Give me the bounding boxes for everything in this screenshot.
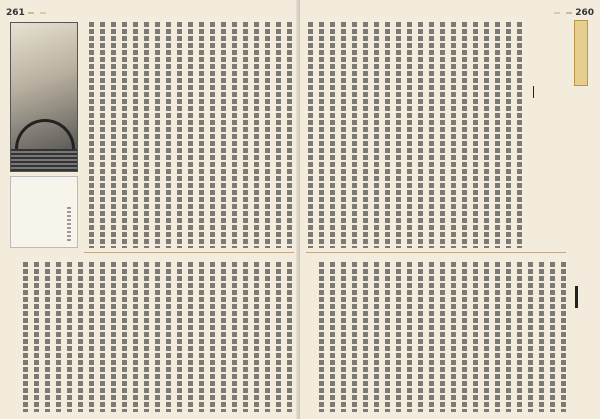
bridge-illustration (15, 119, 75, 151)
right-page-header (551, 6, 594, 19)
right-body-text-lower (306, 262, 568, 412)
right-page-number: 260 (575, 7, 594, 18)
column-badge (574, 20, 588, 86)
left-page-header (6, 6, 49, 19)
author-marker (575, 286, 578, 308)
calligraphy-image (10, 176, 78, 248)
left-section-divider (84, 252, 294, 253)
right-header-label-1 (566, 12, 572, 14)
left-page-number: 261 (6, 7, 25, 18)
subtitle-dash (533, 86, 534, 98)
left-header-label-2 (40, 12, 46, 14)
left-header-label-1 (28, 12, 34, 14)
calligraphy-small-inscription (67, 207, 71, 241)
book-cover-photo (10, 22, 78, 172)
left-body-text-lower (10, 262, 294, 412)
right-section-divider (306, 252, 566, 253)
right-body-text-upper (306, 22, 524, 248)
right-header-label-2 (554, 12, 560, 14)
water-illustration (11, 149, 77, 171)
left-body-text-upper (84, 22, 294, 248)
right-page (300, 0, 600, 419)
